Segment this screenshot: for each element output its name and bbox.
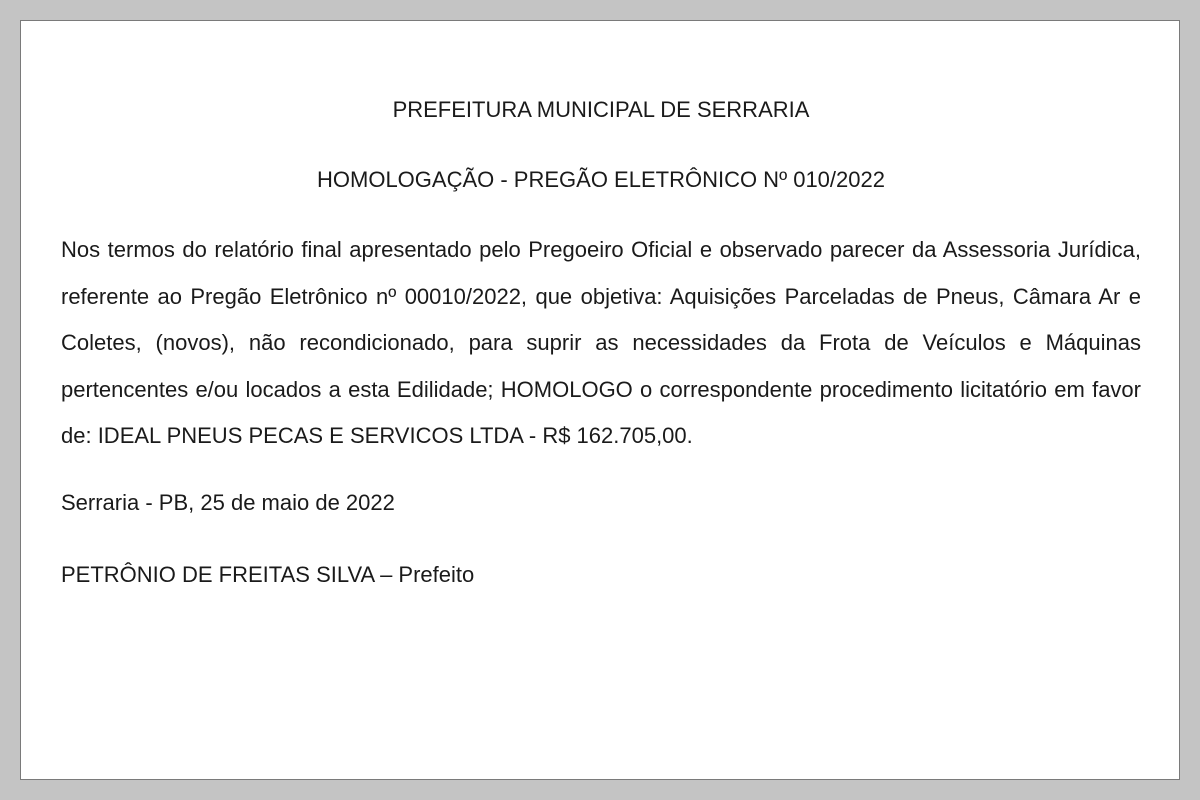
place-and-date: Serraria - PB, 25 de maio de 2022 bbox=[61, 490, 395, 515]
document-page bbox=[20, 20, 1180, 780]
document-title: HOMOLOGAÇÃO - PREGÃO ELETRÔNICO Nº 010/2022 bbox=[317, 167, 885, 192]
organization-heading: PREFEITURA MUNICIPAL DE SERRARIA bbox=[392, 97, 810, 122]
signatory: PETRÔNIO DE FREITAS SILVA – Prefeito bbox=[61, 562, 475, 587]
homologation-paragraph: Nos termos do relatório final apresentado pelo Pregoeiro Oficial e observado parecer da Assessoria Jurídica, referente ao Pregão Eletrônico nº 00010/2022, que objetiva: Aquisições Parceladas de Pneus, Câmara Ar e Coletes, (novos), não recondicionado, para suprir as necessidades da Frota de Veículos e Máquinas pertencentes e/ou locados a esta Edilidade; HOMOLOGO o correspondente procedimento licitatório em favor de: IDEAL PNEUS PECAS E SERVICOS LTDA - R$ 162.705,00. bbox=[61, 237, 1141, 448]
